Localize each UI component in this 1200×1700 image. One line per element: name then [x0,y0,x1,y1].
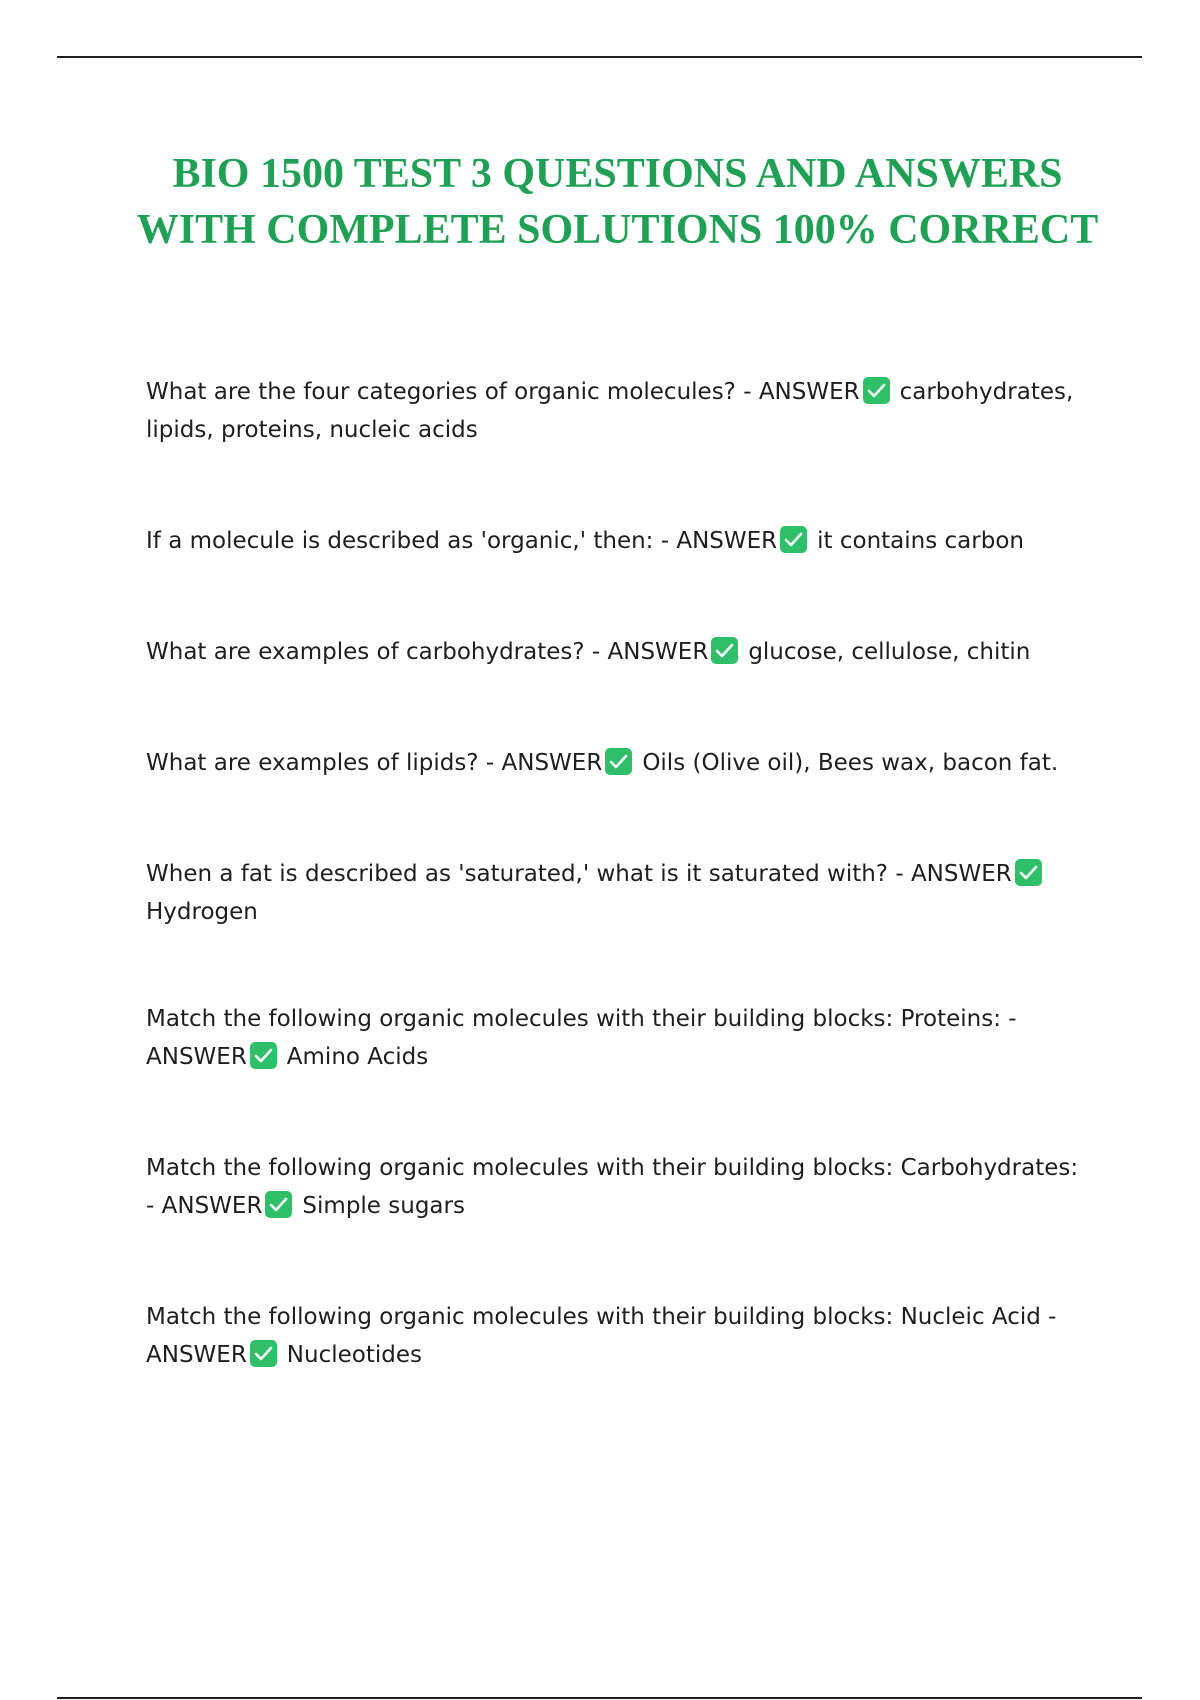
qa-item [146,855,1086,931]
check-icon [863,377,890,404]
qa-item [146,1298,1086,1374]
check-icon [250,1042,277,1069]
question-text: What are the four categories of organic molecules? - [146,379,752,405]
qa-item [146,744,1086,782]
bottom-rule [57,1697,1142,1699]
question-text: Match the following organic molecules with their building blocks: Nucleic Acid - [146,1304,1057,1330]
question-text: Match the following organic molecules with their building blocks: Carbohydrates: - [146,1155,1079,1219]
answer-text: Nucleotides [286,1342,422,1368]
answer-label: ANSWER [146,1044,247,1070]
answer-text: glucose, cellulose, chitin [748,639,1031,665]
check-icon [1015,859,1042,886]
qa-item [146,1149,1086,1225]
question-text: What are examples of lipids? - [146,750,495,776]
top-rule [57,56,1142,58]
answer-text: Simple sugars [302,1193,465,1219]
check-icon [250,1340,277,1367]
answer-label: ANSWER [758,379,860,405]
qa-item [146,633,1086,671]
check-icon [605,748,632,775]
answer-label: ANSWER [146,1342,247,1368]
check-icon [265,1191,292,1218]
answer-text: Oils (Olive oil), Bees wax, bacon fat. [642,750,1059,776]
answer-label: ANSWER [161,1193,263,1219]
answer-label: ANSWER [910,861,1012,887]
check-icon [780,526,807,553]
question-text: Match the following organic molecules with their building blocks: Proteins: - [146,1006,1017,1032]
answer-text: it contains carbon [817,528,1024,554]
qa-item [146,373,1086,449]
qa-item [146,522,1086,560]
answer-label: ANSWER [501,750,603,776]
answer-label: ANSWER [676,528,778,554]
check-icon [711,637,738,664]
answer-text: Amino Acids [286,1044,429,1070]
question-text: When a fat is described as 'saturated,' what is it saturated with? - [146,861,904,887]
question-text: What are examples of carbohydrates? - [146,639,601,665]
question-text: If a molecule is described as 'organic,' then: - [146,528,670,554]
answer-text: Hydrogen [146,899,258,925]
answer-text: carbohydrates, lipids, proteins, nucleic acids [146,379,1074,443]
answer-label: ANSWER [607,639,709,665]
document-title: BIO 1500 TEST 3 QUESTIONS AND ANSWERS WITH COMPLETE SOLUTIONS 100% CORRECT [136,151,1099,253]
qa-item [146,1000,1086,1076]
